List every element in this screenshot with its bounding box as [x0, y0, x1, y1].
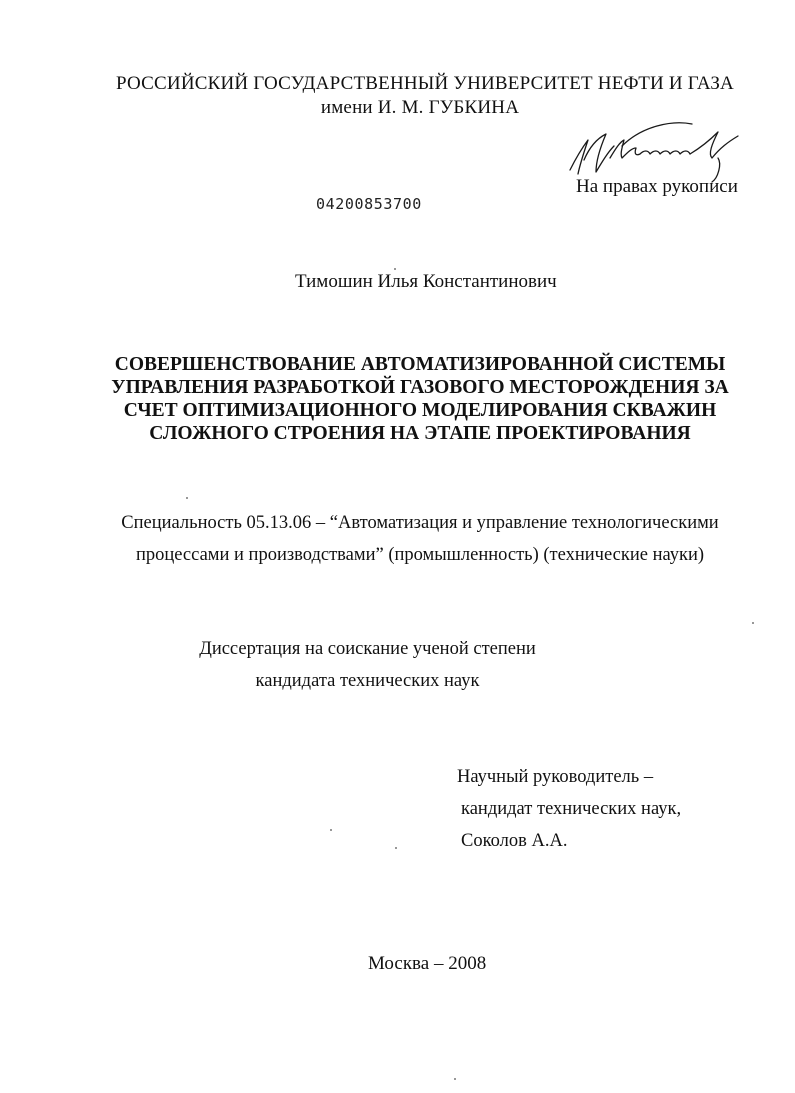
specialty-line: процессами и производствами” (промышленность) (технические науки) — [135, 545, 705, 565]
specialty — [60, 507, 780, 571]
title-line: СОВЕРШЕНСТВОВАНИЕ АВТОМАТИЗИРОВАННОЙ СИСТЕМЫ — [114, 354, 726, 375]
supervisor-role: Научный руководитель – — [457, 767, 654, 787]
specialty-line: Специальность 05.13.06 – “Автоматизация и управление технологическими — [121, 513, 719, 533]
title-line: УПРАВЛЕНИЯ РАЗРАБОТКОЙ ГАЗОВОГО МЕСТОРОЖДЕНИЯ ЗА — [111, 377, 729, 398]
university-name: РОССИЙСКИЙ ГОСУДАРСТВЕННЫЙ УНИВЕРСИТЕТ НЕФТИ И ГАЗА — [116, 73, 734, 94]
scan-speck — [186, 497, 188, 499]
supervisor-degree: кандидат технических наук, — [461, 799, 682, 819]
dissertation-title — [110, 353, 730, 445]
degree-line: кандидата технических наук — [255, 671, 480, 691]
scan-speck — [395, 847, 397, 849]
scan-speck — [752, 622, 754, 624]
author-name: Тимошин Илья Константинович — [295, 271, 557, 292]
scientific-supervisor — [457, 761, 681, 857]
scan-speck — [394, 268, 396, 270]
catalog-code: 04200853700 — [316, 195, 422, 213]
scan-speck — [330, 829, 332, 831]
supervisor-name: Соколов А.А. — [461, 831, 568, 851]
degree-statement — [0, 633, 795, 697]
title-line: СЧЕТ ОПТИМИЗАЦИОННОГО МОДЕЛИРОВАНИЯ СКВАЖИН — [123, 400, 717, 421]
place-year: Москва – 2008 — [368, 953, 487, 974]
university-named-after: имени И. М. ГУБКИНА — [320, 97, 520, 118]
scan-speck — [454, 1078, 456, 1080]
degree-line: Диссертация на соискание ученой степени — [199, 639, 536, 659]
manuscript-rights-note: На правах рукописи — [576, 176, 738, 197]
university-header — [0, 72, 795, 120]
title-line: СЛОЖНОГО СТРОЕНИЯ НА ЭТАПЕ ПРОЕКТИРОВАНИЯ — [149, 423, 691, 444]
